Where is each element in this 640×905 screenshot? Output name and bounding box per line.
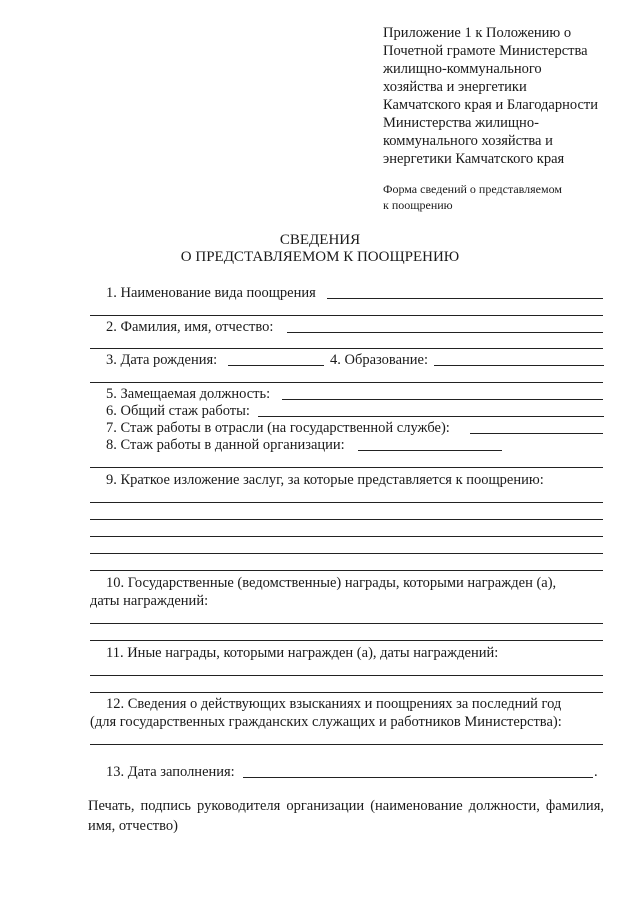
fill-line-merits[interactable] [90,536,603,537]
signature-note: Печать, подпись руководителя организации (наименование должности, фамилия, имя, отчество) [88,798,604,834]
form-note [383,181,562,213]
field-label-org-experience: 8. Стаж работы в данной организации: [106,437,345,453]
fill-line-state-awards[interactable] [90,623,603,624]
field-label-birth-date: 3. Дата рождения: [106,352,218,368]
appendix-line: хозяйства и энергетики [383,79,527,95]
fill-line-merits[interactable] [90,570,603,571]
appendix-line: Камчатского края и Благодарности [383,97,599,113]
fill-line-merits[interactable] [90,502,603,503]
fill-line[interactable] [90,348,603,349]
field-label-position: 5. Замещаемая должность: [106,386,271,402]
fill-line-fill-date[interactable] [243,777,593,778]
form-note-line: к поощрению [383,198,453,212]
fill-line-birth-date[interactable] [228,365,324,366]
fill-line-full-name[interactable] [287,332,603,333]
field-label-fill-date: 13. Дата заполнения: [106,764,235,780]
period-mark: . [594,764,598,780]
field-label-total-experience: 6. Общий стаж работы: [106,403,250,419]
fill-line[interactable] [90,382,603,383]
fill-line-education[interactable] [434,365,604,366]
appendix-line: Приложение 1 к Положению о [383,25,572,41]
field-label-industry-experience: 7. Стаж работы в отрасли (на государственной службе): [106,420,450,436]
fill-line-state-awards[interactable] [90,640,603,641]
appendix-line: Министерства жилищно- [383,115,539,131]
field-label-merits: 9. Краткое изложение заслуг, за которые представляется к поощрению: [106,472,544,488]
appendix-line: коммунального хозяйства и [383,133,553,149]
fill-line-industry-experience[interactable] [470,433,603,434]
appendix-line: энергетики Камчатского края [383,151,565,167]
field-label-state-awards-cont: даты награждений: [90,593,209,609]
fill-line-org-experience[interactable] [358,450,502,451]
appendix-line: Почетной грамоте Министерства [383,43,588,59]
appendix-header [383,24,633,168]
fill-line-merits[interactable] [90,553,603,554]
field-label-education: 4. Образование: [330,352,429,368]
fill-line[interactable] [90,467,603,468]
field-label-other-awards: 11. Иные награды, которыми награжден (а), даты награждений: [106,645,499,661]
field-label-state-awards: 10. Государственные (ведомственные) награды, которыми награжден (а), [106,575,557,591]
field-label-penalties: 12. Сведения о действующих взысканиях и поощрениях за последний год [106,696,562,712]
field-label-penalties-cont: (для государственных гражданских служащих и работников Министерства): [90,714,562,730]
fill-line-total-experience[interactable] [258,416,604,417]
fill-line-position[interactable] [282,399,603,400]
fill-line[interactable] [90,315,603,316]
fill-line-other-awards[interactable] [90,675,603,676]
fill-line-merits[interactable] [90,519,603,520]
field-label-full-name: 2. Фамилия, имя, отчество: [106,319,274,335]
appendix-line: жилищно-коммунального [383,61,542,77]
document-subtitle: О ПРЕДСТАВЛЯЕМОМ К ПООЩРЕНИЮ [180,249,460,265]
form-note-line: Форма сведений о представляемом [383,182,562,196]
fill-line-award-type[interactable] [327,298,603,299]
document-title: СВЕДЕНИЯ [279,232,361,248]
fill-line-other-awards[interactable] [90,692,603,693]
fill-line-penalties[interactable] [90,744,603,745]
field-label-award-type: 1. Наименование вида поощрения [106,285,316,301]
